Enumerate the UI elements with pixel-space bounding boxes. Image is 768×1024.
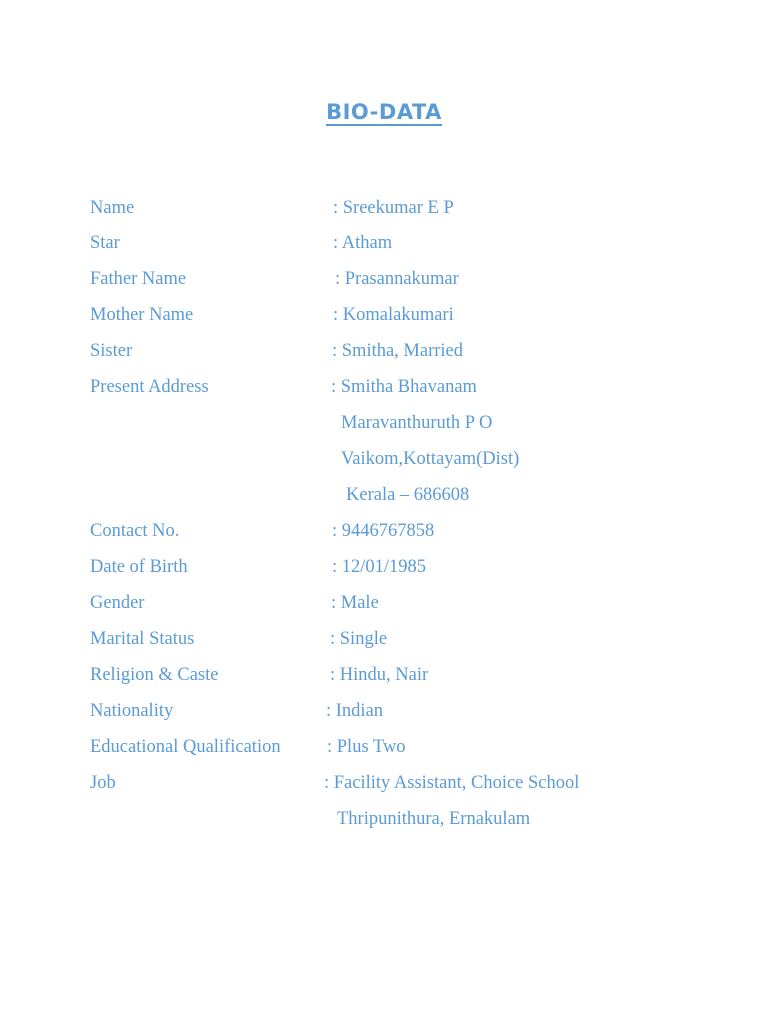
field-label: Date of Birth [90,557,188,577]
field-label: Gender [90,593,145,613]
field-value: : Prasannakumar [335,269,459,289]
field-value: : Indian [326,701,384,721]
field-label: Nationality [90,701,174,721]
field-label: Present Address [90,377,209,397]
field-value: : Male [331,593,379,613]
field-label: Educational Qualification [90,737,281,757]
field-value: : Single [330,629,388,649]
field-label: Job [90,773,116,793]
field-value: : Facility Assistant, Choice School [324,773,580,793]
field-value: : 9446767858 [332,521,435,541]
field-value: : Smitha Bhavanam [331,377,477,397]
field-label: Contact No. [90,521,180,541]
field-label: Father Name [90,269,187,289]
field-value: : Komalakumari [333,305,454,325]
field-value: : Hindu, Nair [330,665,429,685]
field-value: Thripunithura, Ernakulam [337,809,531,829]
field-value: : Smitha, Married [332,341,464,361]
field-value: : Atham [333,233,393,253]
field-value: : 12/01/1985 [332,557,427,577]
field-label: Mother Name [90,305,194,325]
field-label: Sister [90,341,133,361]
field-label: Marital Status [90,629,195,649]
page-title [0,100,768,124]
field-label: Name [90,198,135,218]
field-value: Vaikom,Kottayam(Dist) [341,449,520,469]
field-label: Religion & Caste [90,665,219,685]
field-value: : Sreekumar E P [333,198,454,218]
field-label: Star [90,233,120,253]
field-value: : Plus Two [327,737,406,757]
field-value: Maravanthuruth P O [341,413,493,433]
page-title-text: BIO-DATA [326,100,442,124]
field-value: Kerala – 686608 [346,485,470,505]
